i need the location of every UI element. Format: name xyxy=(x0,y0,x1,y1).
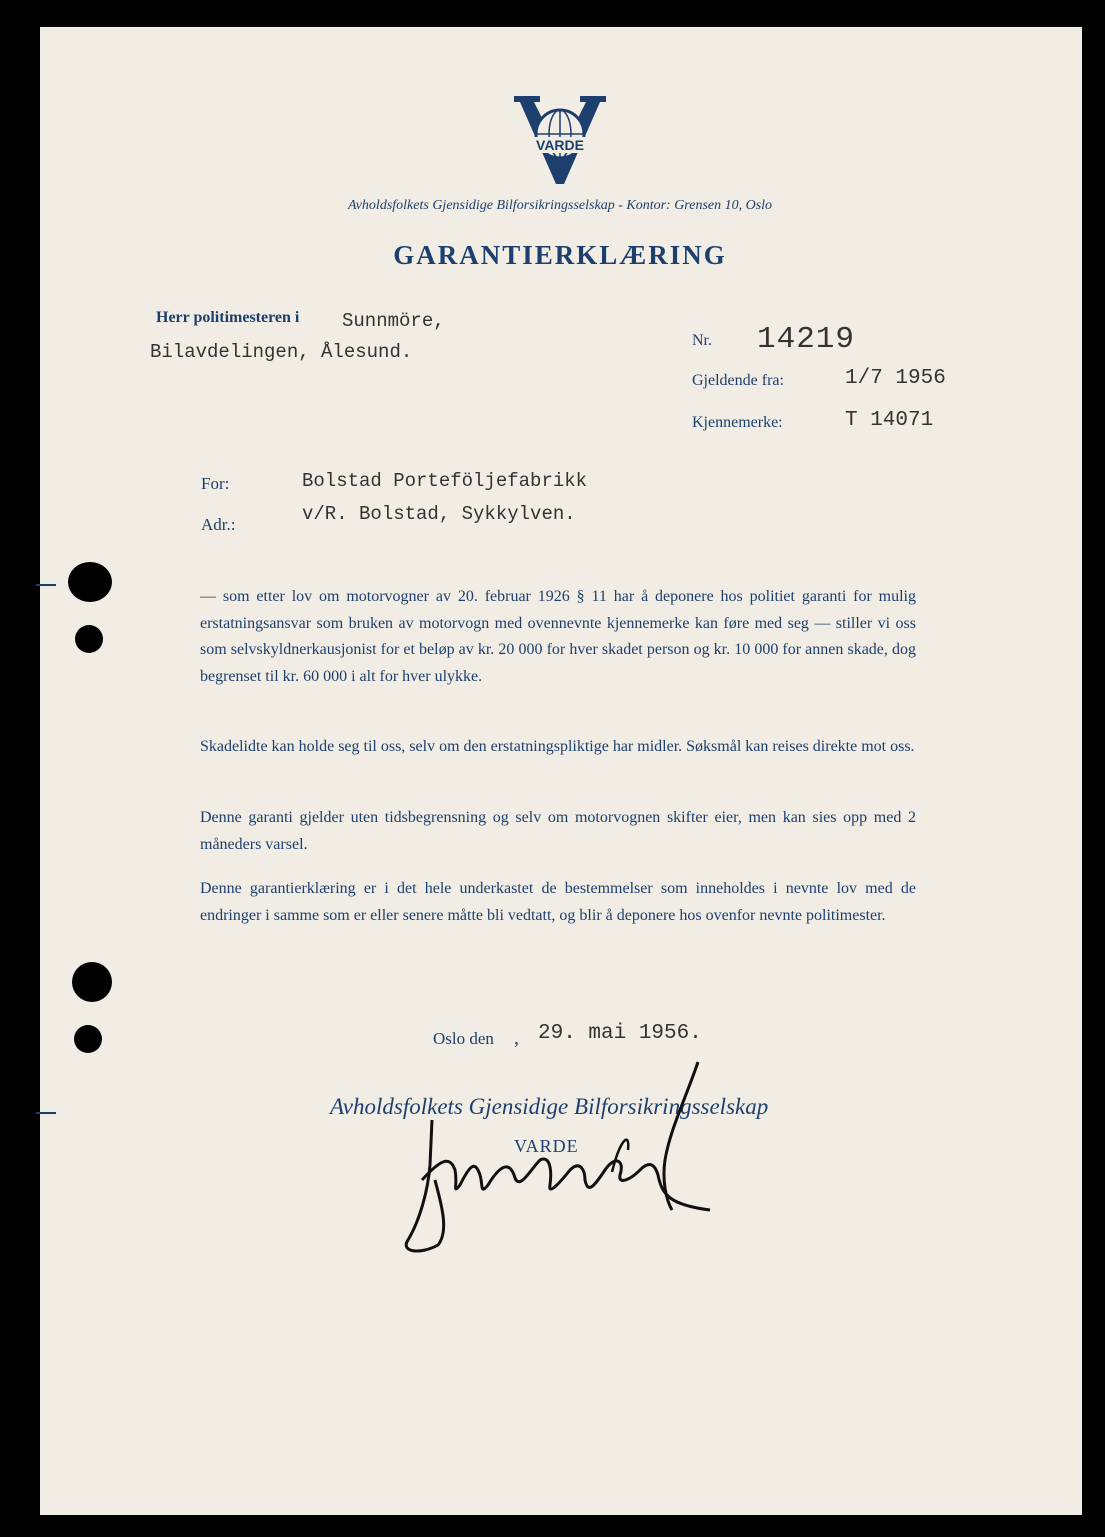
punch-hole-lower-2 xyxy=(74,1025,102,1053)
varde-logo xyxy=(510,92,610,188)
address-value: v/R. Bolstad, Sykkylven. xyxy=(302,503,576,525)
margin-mark-upper xyxy=(36,584,56,586)
handwritten-signature xyxy=(380,1060,730,1260)
valid-from-value: 1/7 1956 xyxy=(845,367,946,390)
punch-hole-upper-1 xyxy=(68,562,112,602)
document-title: GARANTIERKLÆRING xyxy=(393,240,727,270)
margin-mark-lower xyxy=(36,1112,56,1114)
signature-company-short: VARDE xyxy=(514,1136,579,1156)
date-value: 29. mai 1956. xyxy=(538,1022,702,1045)
punch-hole-upper-2 xyxy=(75,625,103,653)
paragraph-guarantee: — som etter lov om motorvogner av 20. februar 1926 § 11 har å deponere hos politiet garanti for mulig erstatningsansvar som bruken av motorvogn med ovennevnte kjennemerke kan føre med seg — stiller vi oss som selvskyldnerkausjonist for et beløp av kr. 20 000 for hver skadet person og kr. 10 000 for annen skade, dog begrenset til kr. 60 000 i alt for hver ulykke. xyxy=(200,588,916,685)
plate-label: Kjennemerke: xyxy=(692,414,783,431)
paragraph-duration: Denne garanti gjelder uten tidsbegrensning og selv om motorvognen skifter eier, men kan sies opp med 2 måneders varsel. xyxy=(200,809,916,853)
for-label: For: xyxy=(201,474,230,493)
recipient-department: Bilavdelingen, Ålesund. xyxy=(150,341,413,363)
for-value: Bolstad Porteföljefabrikk xyxy=(302,470,588,492)
recipient-label: Herr politimesteren i xyxy=(156,309,300,326)
signature-company: Avholdsfolkets Gjensidige Bilforsikringsselskap xyxy=(330,1094,769,1119)
logo-text: VARDE xyxy=(536,137,584,153)
punch-hole-lower-1 xyxy=(72,962,112,1002)
valid-from-label: Gjeldende fra: xyxy=(692,372,784,389)
place-label: Oslo den xyxy=(433,1029,494,1048)
plate-value: T 14071 xyxy=(845,409,934,432)
address-label: Adr.: xyxy=(201,515,236,534)
number-label: Nr. xyxy=(692,332,712,349)
letterhead: Avholdsfolkets Gjensidige Bilforsikringsselskap - Kontor: Grensen 10, Oslo xyxy=(347,198,773,213)
place-separator: , xyxy=(514,1027,519,1049)
recipient-district: Sunnmöre, xyxy=(342,310,445,332)
number-value: 14219 xyxy=(757,322,856,357)
paragraph-claims: Skadelidte kan holde seg til oss, selv om den erstatningspliktige har midler. Søksmål kan reises direkte mot oss. xyxy=(200,738,915,755)
paragraph-terms: Denne garantierklæring er i det hele underkastet de bestemmelser som inneholdes i nevnte lov med de endringer i samme som er eller senere måtte bli vedtatt, og blir å deponere hos ovenfor nevnte politimester. xyxy=(200,880,916,924)
